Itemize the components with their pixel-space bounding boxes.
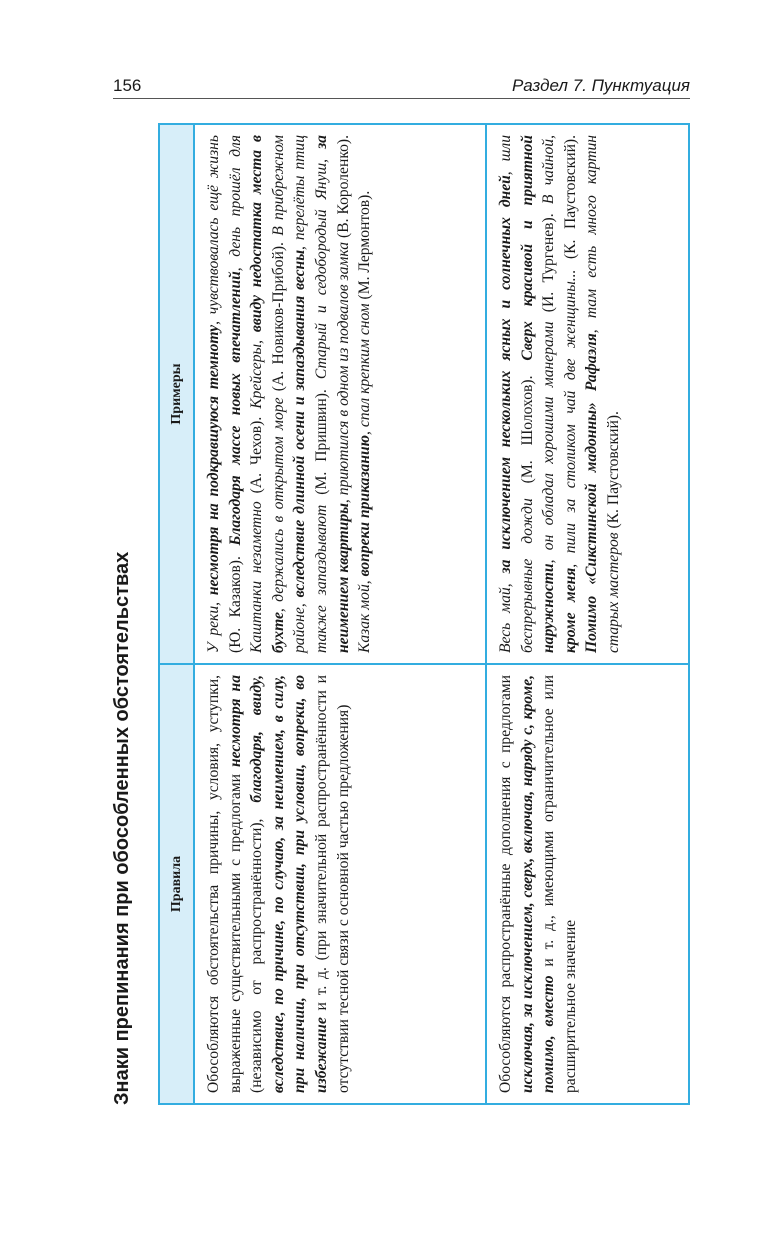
- example-text: , спал крепким сном: [356, 303, 374, 435]
- column-header-examples: Примеры: [159, 124, 194, 664]
- text-segment: (И. Тургенев).: [540, 204, 558, 322]
- text-segment: (Ю. Казаков).: [226, 545, 244, 653]
- highlighted-term: Помимо «Сикстинской мадонны» Рафаэля: [583, 333, 601, 653]
- examples-cell: [486, 124, 689, 664]
- highlighted-term: кроме меня: [561, 567, 579, 653]
- punctuation-table: [158, 123, 690, 1105]
- example-text: , там есть много картин старых мастеров: [583, 134, 622, 653]
- text-segment: (А. Новиков-Прибой).: [269, 235, 287, 398]
- highlighted-term: за неимением квартиры: [312, 135, 352, 653]
- text-segment: и т. д., имеющими ограничительное или расширительное значение: [540, 674, 579, 1093]
- rotated-table-frame: [111, 125, 690, 1105]
- text-segment: (независимо от распространённости),: [248, 802, 266, 1093]
- example-text: , пили за столиком чай две женщины...: [561, 269, 579, 568]
- highlighted-term: Сверх красивой и приятной наружности: [518, 135, 558, 653]
- example-text: У реки,: [205, 595, 222, 653]
- example-text: В прибрежном районе,: [269, 135, 309, 653]
- example-text: Крейсеры,: [248, 332, 266, 409]
- example-text: В чайной,: [540, 135, 558, 205]
- text-segment: (К. Паустовский).: [604, 411, 622, 533]
- highlighted-term: вопреки приказанию: [356, 434, 374, 577]
- example-text: , приютился в одном из подвалов замка: [334, 241, 352, 504]
- example-text: Старый и седобородый Януш,: [312, 148, 330, 380]
- text-segment: (А. Чехов).: [248, 408, 266, 502]
- text-segment: (К. Паустовский).: [561, 134, 579, 270]
- text-segment: (М. Шолохов).: [518, 360, 536, 499]
- page-number: 156: [113, 76, 142, 95]
- column-header-rules: Правила: [159, 664, 194, 1104]
- example-text: , шли беспрерывные дожди: [497, 134, 536, 653]
- highlighted-term: вследствие длинной осени и запаздывания весны: [291, 249, 309, 598]
- table-title: Знаки препинания при обособленных обстоятельствах: [111, 551, 133, 1105]
- highlighted-term: несмотря на: [226, 675, 244, 768]
- text-segment: (М. Пришвин).: [312, 379, 330, 505]
- table-row: [194, 124, 486, 1104]
- example-text: , он обладал хорошими манерами: [540, 321, 558, 564]
- text-segment: Обособляются обстоятельства причины, условия, уступки, выраженные существительными с предлогами: [205, 675, 244, 1093]
- highlighted-term: благодаря, ввиду, вследствие, по причине, по случаю, за неимением, в силу, при наличии, при отсутствии, при условии, вопреки, во избежание: [248, 675, 330, 1093]
- text-segment: и т. д. (при значительной распространённости и отсутствии тесной связи с основной частью предложения): [312, 675, 352, 1093]
- highlighted-term: исключая, за исключением, сверх, включая, наряду с, кроме, помимо, вместо: [518, 675, 558, 1093]
- rule-cell: [194, 664, 486, 1104]
- text-segment: (М. Лермонтов).: [356, 190, 374, 304]
- section-title: Раздел 7. Пунктуация: [511, 76, 690, 95]
- table-row: [486, 124, 689, 1104]
- text-segment: (В. Короленко).: [334, 135, 352, 242]
- rule-cell: [486, 664, 689, 1104]
- example-text: , чувствовалась ещё жизнь: [205, 134, 222, 325]
- header-divider: [113, 98, 690, 99]
- highlighted-term: ввиду недостатка места в бухте: [248, 135, 287, 653]
- example-text: , держались в открытом море: [269, 397, 287, 613]
- example-text: Казак мой,: [356, 576, 374, 653]
- examples-cell: [194, 124, 486, 664]
- highlighted-term: Благодаря массе новых впечатлений: [226, 271, 244, 546]
- highlighted-term: несмотря на подкравшуюся темноту: [205, 324, 222, 596]
- example-text: , день прошёл для Каштанки незаметно: [226, 135, 266, 653]
- highlighted-term: за исключением нескольких ясных и солнечных дней: [497, 175, 514, 574]
- example-text: Весь май,: [497, 573, 514, 653]
- text-segment: Обособляются распространённые дополнения с предлогами: [497, 675, 514, 1093]
- example-text: , перелёты птиц также запаздывают: [291, 135, 330, 653]
